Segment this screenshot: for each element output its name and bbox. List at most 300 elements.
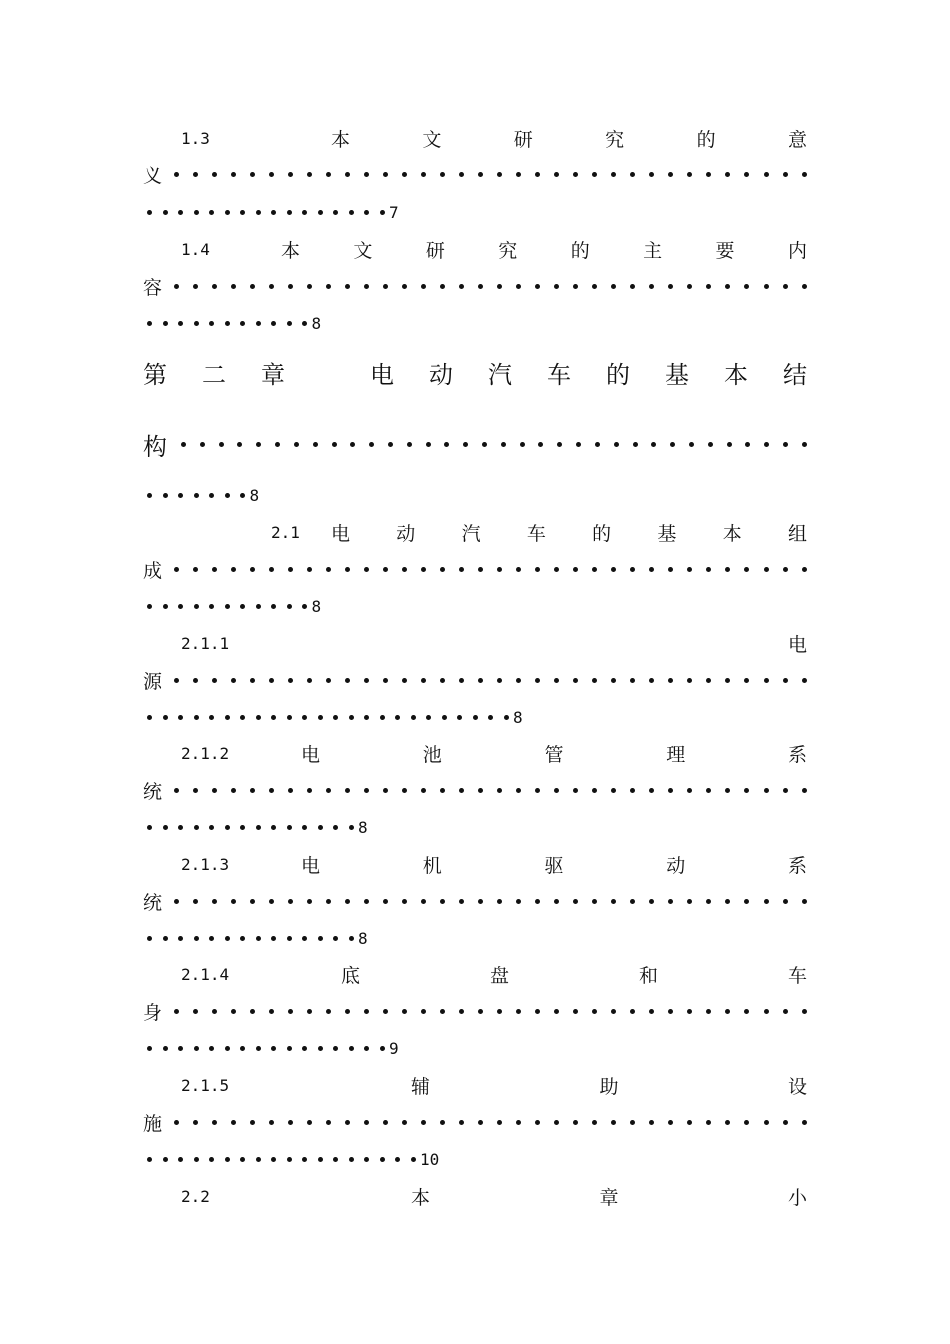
- leader-dot: [326, 788, 331, 793]
- dot-leader: [174, 1009, 807, 1014]
- leader-dot: [326, 172, 331, 177]
- title-char: 电: [301, 854, 321, 877]
- leader-dot: [576, 442, 581, 447]
- leader-dot: [516, 1120, 521, 1125]
- leader-dot: [725, 284, 730, 289]
- leader-dot: [725, 567, 730, 572]
- leader-dot: [497, 678, 502, 683]
- section-number: 2.1.5: [181, 1075, 230, 1095]
- leader-dot: [383, 284, 388, 289]
- leader-dot: [802, 1009, 807, 1014]
- leader-dot: [193, 172, 198, 177]
- title-last-char: 统: [143, 891, 163, 914]
- leader-dot: [725, 788, 730, 793]
- leader-dot: [783, 1009, 788, 1014]
- leader-dot: [349, 936, 354, 941]
- title-char: 内: [787, 239, 807, 262]
- leader-dot: [364, 1046, 369, 1051]
- leader-dot: [209, 604, 214, 609]
- leader-dot: [174, 1120, 179, 1125]
- leader-dot: [269, 678, 274, 683]
- leader-dot: [231, 1009, 236, 1014]
- leader-dot: [687, 567, 692, 572]
- leader-dot: [178, 1046, 183, 1051]
- leader-dot: [193, 788, 198, 793]
- title-char: 电: [301, 743, 321, 766]
- leader-dot: [349, 1157, 354, 1162]
- leader-dot: [163, 210, 168, 215]
- leader-dot: [745, 442, 750, 447]
- title-char: 的: [592, 522, 612, 545]
- leader-dot: [163, 604, 168, 609]
- leader-dot: [326, 678, 331, 683]
- leader-dot: [250, 567, 255, 572]
- leader-dot: [706, 899, 711, 904]
- leader-dot: [163, 321, 168, 326]
- page-number[interactable]: 8: [358, 817, 368, 837]
- leader-dot: [178, 210, 183, 215]
- leader-dot: [178, 493, 183, 498]
- leader-dot: [478, 284, 483, 289]
- leader-dot: [380, 210, 385, 215]
- leader-dot: [516, 1009, 521, 1014]
- leader-dot: [178, 936, 183, 941]
- leader-dot: [802, 442, 807, 447]
- leader-dot: [744, 567, 749, 572]
- title-last-char: 义: [143, 164, 163, 187]
- leader-dot: [307, 172, 312, 177]
- leader-dot: [345, 678, 350, 683]
- leader-dot: [271, 1157, 276, 1162]
- leader-dot: [271, 825, 276, 830]
- leader-dot: [364, 1009, 369, 1014]
- toc-entry-tail: [147, 815, 368, 839]
- leader-dot: [333, 1046, 338, 1051]
- title-char: 究: [498, 239, 518, 262]
- leader-dot: [225, 493, 230, 498]
- toc-entry-title-line[interactable]: [143, 739, 807, 767]
- leader-dot: [256, 442, 261, 447]
- leader-dot: [219, 442, 224, 447]
- leader-dot: [350, 442, 355, 447]
- leader-dot: [307, 899, 312, 904]
- leader-dot: [802, 1120, 807, 1125]
- leader-dot: [212, 678, 217, 683]
- leader-dot: [459, 172, 464, 177]
- leader-dot: [237, 442, 242, 447]
- leader-dot: [573, 284, 578, 289]
- leader-dot: [307, 678, 312, 683]
- leader-dot: [478, 899, 483, 904]
- leader-dot: [764, 442, 769, 447]
- leader-dot: [147, 1157, 152, 1162]
- leader-dot: [302, 210, 307, 215]
- leader-dot: [649, 284, 654, 289]
- leader-dot: [380, 1157, 385, 1162]
- title-char: 第: [143, 360, 167, 389]
- leader-dot: [178, 715, 183, 720]
- leader-dot: [250, 678, 255, 683]
- leader-dot: [349, 210, 354, 215]
- leader-dot: [231, 899, 236, 904]
- leader-dot: [725, 678, 730, 683]
- leader-dot: [488, 715, 493, 720]
- toc-entry-title: [331, 519, 807, 546]
- leader-dot: [442, 715, 447, 720]
- toc-entry-title: [331, 125, 807, 152]
- leader-dot: [554, 172, 559, 177]
- leader-dot: [802, 284, 807, 289]
- leader-dot: [212, 899, 217, 904]
- leader-dot: [402, 284, 407, 289]
- leader-dot: [764, 788, 769, 793]
- leader-dot: [240, 210, 245, 215]
- leader-dot: [611, 899, 616, 904]
- leader-dot: [250, 284, 255, 289]
- leader-dot: [318, 936, 323, 941]
- leader-dot: [440, 788, 445, 793]
- leader-dot: [287, 1157, 292, 1162]
- leader-dot: [288, 1120, 293, 1125]
- leader-dot: [573, 567, 578, 572]
- leader-dot: [163, 1157, 168, 1162]
- leader-dot: [212, 1120, 217, 1125]
- leader-dot: [269, 567, 274, 572]
- leader-dot: [287, 936, 292, 941]
- toc-entry-tail: [147, 200, 399, 224]
- toc-entry-title: [301, 851, 807, 878]
- title-char: 车: [787, 964, 807, 987]
- leader-dot: [611, 1120, 616, 1125]
- title-char: 文: [353, 239, 373, 262]
- title-char: 助: [599, 1075, 619, 1098]
- leader-dot: [706, 788, 711, 793]
- leader-dot: [287, 825, 292, 830]
- toc-entry-title-line[interactable]: [143, 1071, 807, 1099]
- title-char: 主: [643, 239, 663, 262]
- toc-entry-title-line[interactable]: [143, 124, 807, 152]
- dot-leader: [174, 1120, 807, 1125]
- title-char: 和: [638, 964, 658, 987]
- leader-dot: [307, 284, 312, 289]
- leader-dot: [411, 1157, 416, 1162]
- title-char: 动: [429, 360, 453, 389]
- toc-entry-title-line[interactable]: [143, 629, 807, 657]
- leader-dot: [318, 1046, 323, 1051]
- leader-dot: [411, 715, 416, 720]
- leader-dot: [383, 788, 388, 793]
- leader-dot: [225, 1046, 230, 1051]
- toc-entry-title: [281, 236, 807, 263]
- leader-dot: [402, 788, 407, 793]
- leader-dot: [630, 899, 635, 904]
- title-char: 电: [787, 633, 807, 656]
- leader-dot: [497, 788, 502, 793]
- title-last-char: 身: [143, 1001, 163, 1024]
- leader-dot: [535, 567, 540, 572]
- title-char: 理: [666, 743, 686, 766]
- leader-dot: [516, 284, 521, 289]
- leader-dot: [611, 172, 616, 177]
- leader-dot: [194, 936, 199, 941]
- leader-dot: [302, 825, 307, 830]
- leader-dot: [783, 788, 788, 793]
- page-number[interactable]: 9: [389, 1038, 399, 1058]
- title-char: 二: [202, 360, 226, 389]
- section-number: 2.1: [271, 522, 300, 542]
- leader-dot: [271, 321, 276, 326]
- leader-dot: [725, 899, 730, 904]
- leader-dot: [383, 899, 388, 904]
- leader-dot: [240, 321, 245, 326]
- leader-dot: [302, 715, 307, 720]
- title-char: 底: [341, 964, 361, 987]
- leader-dot: [302, 1046, 307, 1051]
- leader-dot: [326, 284, 331, 289]
- title-char: 章: [599, 1186, 619, 1209]
- leader-dot: [364, 284, 369, 289]
- dot-leader: [174, 172, 807, 177]
- leader-dot: [250, 788, 255, 793]
- toc-entry-title-line[interactable]: [143, 235, 807, 263]
- page-number[interactable]: 8: [311, 596, 322, 616]
- leader-dot: [194, 321, 199, 326]
- leader-dot: [592, 678, 597, 683]
- toc-entry-tail: [147, 594, 321, 618]
- leader-dot: [209, 715, 214, 720]
- leader-dot: [668, 284, 673, 289]
- leader-dot: [349, 825, 354, 830]
- leader-dot: [744, 1120, 749, 1125]
- leader-dot: [225, 825, 230, 830]
- leader-dot: [326, 899, 331, 904]
- leader-dot: [174, 284, 179, 289]
- leader-dot: [478, 678, 483, 683]
- leader-dot: [174, 899, 179, 904]
- leader-dot: [240, 604, 245, 609]
- leader-dot: [802, 678, 807, 683]
- leader-dot: [194, 1157, 199, 1162]
- leader-dot: [592, 567, 597, 572]
- leader-dot: [178, 825, 183, 830]
- leader-dot: [163, 825, 168, 830]
- toc-entry-title: [143, 355, 807, 390]
- leader-dot: [147, 1046, 152, 1051]
- leader-dot: [501, 442, 506, 447]
- leader-dot: [630, 284, 635, 289]
- dot-leader: [174, 678, 807, 683]
- leader-dot: [240, 825, 245, 830]
- leader-dot: [592, 788, 597, 793]
- leader-dot: [383, 172, 388, 177]
- page-number[interactable]: 8: [358, 928, 368, 948]
- leader-dot: [421, 284, 426, 289]
- leader-dot: [240, 1046, 245, 1051]
- leader-dot: [459, 567, 464, 572]
- leader-dot: [294, 442, 299, 447]
- leader-dot: [649, 1009, 654, 1014]
- toc-entry-title-line[interactable]: [143, 960, 807, 988]
- leader-dot: [287, 1046, 292, 1051]
- leader-dot: [668, 172, 673, 177]
- leader-dot: [611, 788, 616, 793]
- leader-dot: [440, 1009, 445, 1014]
- toc-entry-continuation: [143, 776, 807, 804]
- page-number[interactable]: 8: [311, 313, 322, 333]
- leader-dot: [595, 442, 600, 447]
- leader-dot: [783, 284, 788, 289]
- toc-entry-title-line[interactable]: [143, 354, 807, 390]
- leader-dot: [516, 788, 521, 793]
- leader-dot: [174, 567, 179, 572]
- title-char: 动: [666, 854, 686, 877]
- leader-dot: [444, 442, 449, 447]
- leader-dot: [194, 1046, 199, 1051]
- leader-dot: [287, 715, 292, 720]
- leader-dot: [383, 1120, 388, 1125]
- leader-dot: [147, 493, 152, 498]
- leader-dot: [345, 899, 350, 904]
- leader-dot: [407, 442, 412, 447]
- leader-dot: [225, 715, 230, 720]
- leader-dot: [256, 321, 261, 326]
- leader-dot: [668, 1009, 673, 1014]
- toc-entry-continuation: [143, 555, 807, 583]
- leader-dot: [395, 1157, 400, 1162]
- leader-dot: [764, 678, 769, 683]
- leader-dot: [212, 567, 217, 572]
- toc-entry-title-line[interactable]: [143, 850, 807, 878]
- title-last-char: 容: [143, 276, 163, 299]
- leader-dot: [333, 825, 338, 830]
- leader-dot: [764, 1009, 769, 1014]
- leader-dot: [473, 715, 478, 720]
- leader-dot: [318, 1157, 323, 1162]
- leader-dot: [326, 1120, 331, 1125]
- leader-dot: [345, 567, 350, 572]
- leader-dot: [764, 567, 769, 572]
- leader-dot: [256, 210, 261, 215]
- leader-dot: [307, 567, 312, 572]
- title-char: 小: [787, 1186, 807, 1209]
- leader-dot: [147, 210, 152, 215]
- leader-dot: [535, 1009, 540, 1014]
- leader-dot: [611, 678, 616, 683]
- leader-dot: [459, 1009, 464, 1014]
- leader-dot: [178, 604, 183, 609]
- leader-dot: [269, 1009, 274, 1014]
- leader-dot: [313, 442, 318, 447]
- toc-entry-tail: [147, 1036, 399, 1060]
- section-number: 1.3: [181, 128, 210, 148]
- toc-entry-tail: [147, 705, 523, 729]
- leader-dot: [725, 172, 730, 177]
- leader-dot: [557, 442, 562, 447]
- title-char: 组: [787, 522, 807, 545]
- leader-dot: [744, 172, 749, 177]
- leader-dot: [497, 1120, 502, 1125]
- leader-dot: [333, 936, 338, 941]
- leader-dot: [421, 899, 426, 904]
- leader-dot: [288, 284, 293, 289]
- leader-dot: [333, 1157, 338, 1162]
- page-number[interactable]: 10: [420, 1149, 440, 1169]
- leader-dot: [288, 788, 293, 793]
- leader-dot: [426, 442, 431, 447]
- toc-entry-title: [341, 961, 807, 988]
- toc-entry-title-line[interactable]: [143, 1182, 807, 1210]
- leader-dot: [554, 567, 559, 572]
- leader-dot: [592, 1120, 597, 1125]
- leader-dot: [440, 678, 445, 683]
- leader-dot: [783, 1120, 788, 1125]
- leader-dot: [269, 284, 274, 289]
- leader-dot: [478, 1120, 483, 1125]
- toc-entry-continuation: [143, 887, 807, 915]
- page-number[interactable]: 8: [513, 707, 523, 727]
- leader-dot: [421, 1120, 426, 1125]
- leader-dot: [651, 442, 656, 447]
- leader-dot: [459, 284, 464, 289]
- toc-entry-title-line[interactable]: [143, 518, 807, 546]
- leader-dot: [764, 172, 769, 177]
- page-number[interactable]: 8: [249, 485, 260, 505]
- leader-dot: [147, 936, 152, 941]
- title-char: 究: [605, 128, 625, 151]
- title-char: 系: [787, 743, 807, 766]
- leader-dot: [364, 172, 369, 177]
- leader-dot: [302, 936, 307, 941]
- leader-dot: [349, 1046, 354, 1051]
- leader-dot: [764, 1120, 769, 1125]
- leader-dot: [364, 899, 369, 904]
- title-char: 汽: [461, 522, 481, 545]
- title-char: 意: [787, 128, 807, 151]
- leader-dot: [459, 1120, 464, 1125]
- leader-dot: [649, 678, 654, 683]
- leader-dot: [421, 567, 426, 572]
- leader-dot: [240, 1157, 245, 1162]
- leader-dot: [535, 899, 540, 904]
- dot-leader: [181, 442, 807, 447]
- leader-dot: [649, 788, 654, 793]
- leader-dot: [225, 321, 230, 326]
- title-last-char: 构: [143, 432, 167, 461]
- leader-dot: [783, 678, 788, 683]
- leader-dot: [573, 1009, 578, 1014]
- leader-dot: [611, 284, 616, 289]
- leader-dot: [181, 442, 186, 447]
- leader-dot: [332, 442, 337, 447]
- leader-dot: [535, 1120, 540, 1125]
- page-number[interactable]: 7: [389, 202, 399, 222]
- leader-dot: [764, 284, 769, 289]
- leader-dot: [345, 1009, 350, 1014]
- leader-dot: [287, 604, 292, 609]
- leader-dot: [630, 1009, 635, 1014]
- leader-dot: [459, 678, 464, 683]
- leader-dot: [497, 567, 502, 572]
- leader-dot: [349, 715, 354, 720]
- leader-dot: [504, 715, 509, 720]
- leader-dot: [364, 788, 369, 793]
- leader-dot: [369, 442, 374, 447]
- title-char: 系: [787, 854, 807, 877]
- toc-entry-title: [229, 630, 807, 657]
- title-last-char: 施: [143, 1112, 163, 1135]
- leader-dot: [535, 284, 540, 289]
- leader-dot: [630, 567, 635, 572]
